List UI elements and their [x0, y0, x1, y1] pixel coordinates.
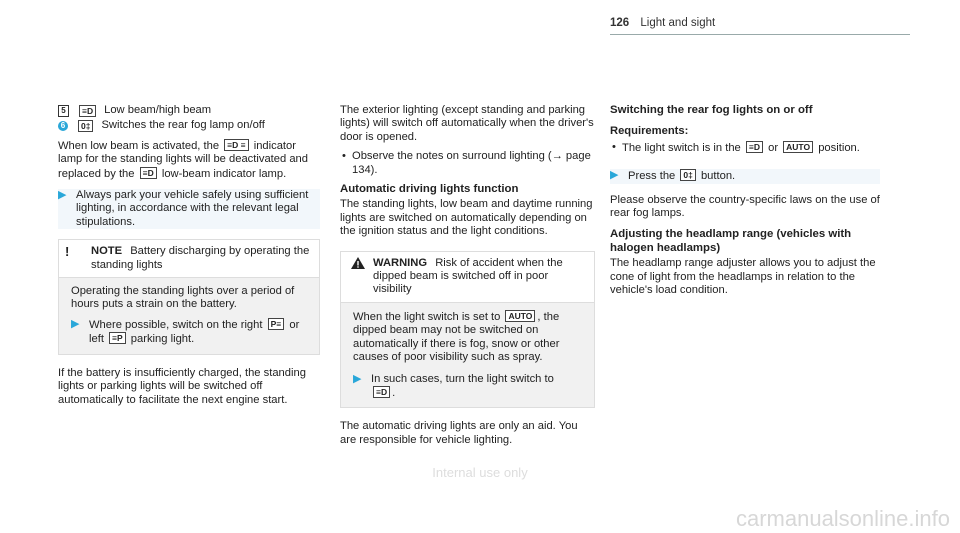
warning-text [353, 310, 584, 365]
legend-text: Low beam/high beam [104, 104, 212, 116]
standing-lights-icon: ≡D ≡ [224, 139, 248, 151]
legend-item-low-beam [58, 104, 320, 117]
auto-light-icon: AUTO [783, 141, 813, 153]
paragraph [58, 139, 320, 181]
low-beam-icon: ≡D [140, 167, 157, 179]
action-step [610, 169, 880, 183]
action-text [628, 169, 880, 183]
low-beam-icon: ≡D [79, 105, 96, 117]
warning-title: Risk of accident when the dipped beam is switched off in poor visibility [373, 256, 563, 296]
text: indicator lamp for the standing lights will be deactivated and replaced by the [58, 139, 309, 180]
rear-fog-lamp-icon: 0‡ [78, 120, 93, 132]
section-heading: Switching the rear fog lights on or off [610, 104, 813, 116]
text: , the dipped beam may not be switched on automatically if there is fog, snow or other causes of poor visibility such as spray. [353, 310, 560, 364]
text: button. [700, 170, 736, 183]
legend-item-rear-fog [58, 119, 320, 132]
text: The light switch is in the [622, 141, 741, 154]
paragraph: The automatic driving lights are only an aid. You are responsible for vehicle lighting. [340, 420, 578, 446]
note-header [59, 240, 319, 277]
text: Press the [628, 170, 676, 183]
note-label: NOTE [91, 245, 123, 258]
low-beam-icon: ≡D [373, 386, 390, 398]
warning-body [341, 302, 594, 407]
text: or left [89, 318, 300, 346]
action-text: Always park your vehicle safely using sufficient lighting, in accordance with the relevant legal stipulations. [76, 189, 309, 228]
note-body [59, 277, 319, 354]
paragraph: Please observe the country-specific laws on the use of rear fog lamps. [610, 193, 880, 220]
paragraph: The exterior lighting (except standing and parking lights) will switch off automatically when the driver's door is opened. [340, 104, 594, 143]
play-arrow-icon: ▶ [353, 372, 362, 385]
legend-badge-6: 6 [58, 121, 68, 131]
section-heading: Automatic driving lights function [340, 183, 519, 196]
text: position. [818, 141, 860, 154]
action-step [71, 318, 309, 347]
text: low-beam indicator lamp. [161, 167, 287, 180]
paragraph: If the battery is insufficiently charged, the standing lights or parking lights will be switched off automatically to facilitate the next engine start. [58, 366, 306, 406]
exclamation-icon: ! [65, 244, 70, 260]
note-title: Battery discharging by operating the standing lights [91, 245, 310, 271]
parking-light-right-icon: P≡ [268, 318, 285, 330]
section-heading: Adjusting the headlamp range (vehicles with halogen headlamps) [610, 228, 852, 254]
action-step [353, 373, 584, 401]
column-right [610, 104, 880, 303]
watermark: carmanualsonline.info [735, 505, 950, 531]
rear-fog-lamp-icon: 0‡ [680, 169, 695, 181]
text: or [768, 141, 779, 154]
bullet-list [340, 150, 595, 177]
note-text: Operating the standing lights over a period of hours puts a strain on the battery. [71, 285, 295, 311]
bullet-item [610, 141, 880, 155]
text: When low beam is activated, the [58, 139, 220, 152]
header-rule [610, 34, 910, 35]
page-number: 126 [610, 17, 630, 29]
action-step [58, 189, 320, 229]
note-box [58, 239, 320, 354]
text: parking light. [130, 333, 195, 346]
column-middle [340, 104, 595, 453]
column-left [58, 104, 320, 413]
text: When the light switch is set to [353, 310, 501, 323]
warning-header [341, 252, 594, 302]
footer-internal-notice: Internal use only [432, 465, 528, 480]
low-beam-icon: ≡D [746, 141, 763, 153]
warning-triangle-icon [351, 257, 373, 297]
warning-label: WARNING [373, 256, 428, 269]
section-title: Light and sight [640, 17, 716, 29]
running-header [610, 17, 715, 30]
text: In such cases, turn the light switch to [371, 372, 554, 385]
requirements-label: Requirements: [610, 125, 689, 138]
play-arrow-icon: ▶ [610, 169, 619, 182]
auto-light-icon: AUTO [505, 310, 535, 322]
warning-box [340, 251, 595, 409]
play-arrow-icon: ▶ [71, 317, 80, 330]
action-text: In such cases, turn the light switch to ≡D . [371, 372, 554, 399]
paragraph: The headlamp range adjuster allows you to adjust the cone of light from the headlamps in relation to the vehicle's load condition. [610, 257, 876, 297]
bullet-list [610, 141, 880, 155]
legend-badge-5: 5 [58, 105, 69, 117]
bullet-item: • Observe the notes on surround lighting (→ page 134). [340, 150, 595, 177]
legend-text: Switches the rear fog lamp on/off [101, 119, 265, 132]
action-text [89, 318, 309, 347]
parking-light-left-icon: ≡P [109, 332, 126, 344]
text: Where possible, switch on the right [89, 318, 263, 331]
paragraph: The standing lights, low beam and daytime running lights are switched on automatically depending on the ignition status and the light conditions. [340, 198, 593, 238]
play-arrow-icon: ▶ [58, 189, 67, 202]
